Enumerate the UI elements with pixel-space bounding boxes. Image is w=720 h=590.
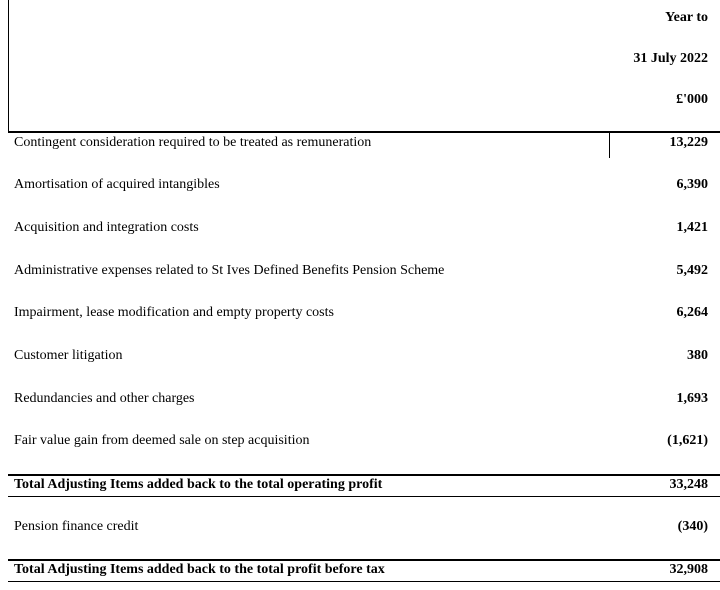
row-value: 1,693 [676, 391, 708, 406]
total-operating-row [8, 476, 720, 496]
row-label: Acquisition and integration costs [14, 220, 199, 235]
row-value: 5,492 [676, 263, 708, 278]
table-row [8, 134, 720, 154]
row-value: 6,264 [676, 305, 708, 320]
row-label: Administrative expenses related to St Ives Defined Benefits Pension Scheme [14, 263, 445, 278]
row-label: Amortisation of acquired intangibles [14, 177, 220, 192]
row-label: Pension finance credit [14, 519, 139, 534]
table-row [8, 347, 720, 367]
total-rule-bottom [8, 496, 720, 497]
row-value: 1,421 [676, 220, 708, 235]
row-label: Fair value gain from deemed sale on step acquisition [14, 433, 310, 448]
row-value: (1,621) [667, 433, 708, 448]
table-row [8, 176, 720, 196]
table-row [8, 518, 720, 538]
row-label: Contingent consideration required to be treated as remuneration [14, 135, 372, 150]
table-row [8, 390, 720, 410]
table-row [8, 219, 720, 239]
total-pbt-row [8, 561, 720, 581]
total-operating-label: Total Adjusting Items added back to the total operating profit [14, 477, 383, 492]
row-value: 6,390 [676, 177, 708, 192]
table-row [8, 304, 720, 324]
header-year-to: Year to [665, 10, 708, 25]
row-label: Impairment, lease modification and empty property costs [14, 305, 334, 320]
row-label: Redundancies and other charges [14, 391, 195, 406]
table-row [8, 262, 720, 282]
table-row [8, 432, 720, 452]
header-period-date: 31 July 2022 [633, 51, 708, 66]
row-value: (340) [677, 519, 708, 534]
row-value: 380 [687, 348, 708, 363]
total-pbt-value: 32,908 [669, 562, 708, 577]
row-label: Customer litigation [14, 348, 123, 363]
header-currency-unit: £'000 [676, 92, 708, 107]
table-header [8, 0, 720, 133]
total-operating-value: 33,248 [669, 477, 708, 492]
total-rule-bottom [8, 581, 720, 582]
row-value: 13,229 [669, 135, 708, 150]
total-pbt-label: Total Adjusting Items added back to the total profit before tax [14, 562, 385, 577]
